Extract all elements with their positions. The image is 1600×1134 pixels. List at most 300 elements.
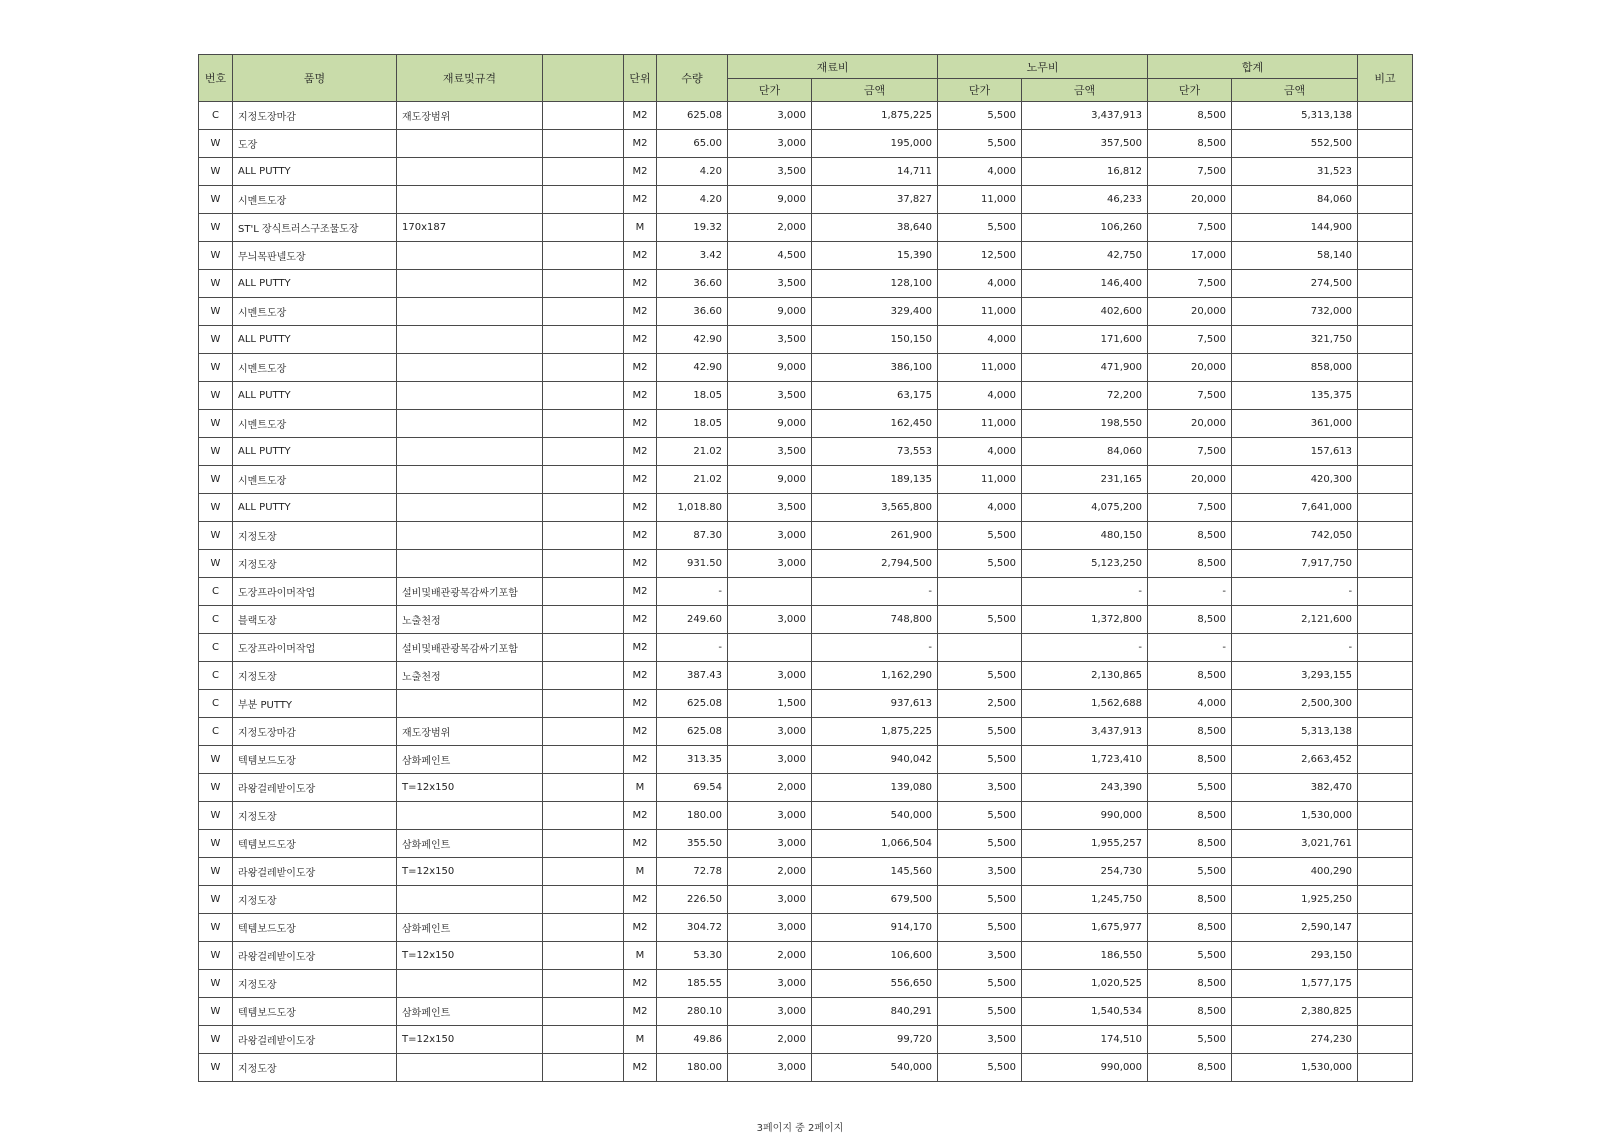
table-row: [199, 998, 1413, 1026]
header-row-top: [199, 55, 1413, 79]
cell-remark: [1358, 382, 1413, 410]
cell-name: 도장프라이머작업: [233, 634, 397, 662]
cell-name: 도장프라이머작업: [233, 578, 397, 606]
header-unit: 단위: [624, 55, 657, 102]
cell-total-amount: 1,577,175: [1232, 970, 1358, 998]
cell-blank: [543, 970, 624, 998]
cell-name: 텍템보드도장: [233, 746, 397, 774]
cell-blank: [543, 830, 624, 858]
cell-no: C: [199, 662, 233, 690]
cell-no: W: [199, 186, 233, 214]
cell-remark: [1358, 690, 1413, 718]
cell-spec: 삼화페인트: [397, 998, 543, 1026]
cell-total-unit-price: 7,500: [1148, 438, 1232, 466]
cell-labor-unit-price: 3,500: [938, 858, 1022, 886]
table-row: [199, 746, 1413, 774]
cell-material-unit-price: 3,000: [728, 102, 812, 130]
cell-qty: -: [657, 634, 728, 662]
table-row: [199, 214, 1413, 242]
cell-qty: 4.20: [657, 158, 728, 186]
cell-total-unit-price: 8,500: [1148, 830, 1232, 858]
cell-material-unit-price: 9,000: [728, 186, 812, 214]
cell-material-amount: 73,553: [812, 438, 938, 466]
cell-qty: 36.60: [657, 270, 728, 298]
cell-spec: [397, 354, 543, 382]
cell-qty: -: [657, 578, 728, 606]
cell-qty: 280.10: [657, 998, 728, 1026]
cell-spec: [397, 410, 543, 438]
cell-name: ALL PUTTY: [233, 382, 397, 410]
cell-labor-unit-price: 5,500: [938, 746, 1022, 774]
cell-total-amount: 420,300: [1232, 466, 1358, 494]
cell-spec: 삼화페인트: [397, 746, 543, 774]
table-row: [199, 270, 1413, 298]
cell-blank: [543, 522, 624, 550]
cell-material-amount: 261,900: [812, 522, 938, 550]
table-row: [199, 158, 1413, 186]
cell-labor-amount: 402,600: [1022, 298, 1148, 326]
cell-unit: M2: [624, 606, 657, 634]
cell-material-unit-price: [728, 634, 812, 662]
cell-unit: M2: [624, 186, 657, 214]
cell-labor-amount: 84,060: [1022, 438, 1148, 466]
cell-total-unit-price: 20,000: [1148, 354, 1232, 382]
cell-blank: [543, 158, 624, 186]
cell-no: W: [199, 998, 233, 1026]
cell-labor-amount: 72,200: [1022, 382, 1148, 410]
cell-spec: T=12x150: [397, 942, 543, 970]
table-row: [199, 970, 1413, 998]
cell-name: ALL PUTTY: [233, 326, 397, 354]
cell-labor-unit-price: 2,500: [938, 690, 1022, 718]
cell-remark: [1358, 466, 1413, 494]
cell-material-unit-price: 3,000: [728, 886, 812, 914]
cell-blank: [543, 746, 624, 774]
table-row: [199, 662, 1413, 690]
table-row: [199, 186, 1413, 214]
cell-material-amount: 38,640: [812, 214, 938, 242]
header-material-unit-price: 단가: [728, 79, 812, 102]
cell-remark: [1358, 662, 1413, 690]
cell-total-amount: -: [1232, 634, 1358, 662]
cell-unit: M2: [624, 970, 657, 998]
cell-unit: M2: [624, 578, 657, 606]
cell-material-amount: 1,162,290: [812, 662, 938, 690]
cell-name: 라왕걸레받이도장: [233, 774, 397, 802]
cell-qty: 65.00: [657, 130, 728, 158]
cell-remark: [1358, 718, 1413, 746]
cell-material-unit-price: 3,000: [728, 522, 812, 550]
cell-spec: [397, 802, 543, 830]
cell-material-amount: 1,066,504: [812, 830, 938, 858]
cell-name: 시멘트도장: [233, 186, 397, 214]
cell-remark: [1358, 886, 1413, 914]
cell-unit: M2: [624, 438, 657, 466]
cell-blank: [543, 858, 624, 886]
cell-no: W: [199, 382, 233, 410]
cell-spec: T=12x150: [397, 858, 543, 886]
cell-qty: 19.32: [657, 214, 728, 242]
cell-total-unit-price: 8,500: [1148, 886, 1232, 914]
cell-spec: [397, 326, 543, 354]
cell-labor-amount: 471,900: [1022, 354, 1148, 382]
cell-total-amount: 7,917,750: [1232, 550, 1358, 578]
header-total-amount: 금액: [1232, 79, 1358, 102]
cell-material-unit-price: 2,000: [728, 1026, 812, 1054]
cell-total-amount: 274,500: [1232, 270, 1358, 298]
cell-total-amount: 732,000: [1232, 298, 1358, 326]
cell-blank: [543, 494, 624, 522]
cell-spec: [397, 1054, 543, 1082]
cell-no: W: [199, 130, 233, 158]
cell-labor-unit-price: 4,000: [938, 158, 1022, 186]
cell-material-unit-price: 3,000: [728, 830, 812, 858]
cell-no: W: [199, 858, 233, 886]
cell-material-unit-price: 1,500: [728, 690, 812, 718]
cell-qty: 87.30: [657, 522, 728, 550]
cell-spec: [397, 298, 543, 326]
estimate-table: [198, 54, 1413, 1082]
cell-spec: [397, 970, 543, 998]
cell-blank: [543, 690, 624, 718]
cell-spec: [397, 186, 543, 214]
cell-remark: [1358, 354, 1413, 382]
table-row: [199, 242, 1413, 270]
cell-total-amount: -: [1232, 578, 1358, 606]
cell-name: 라왕걸레받이도장: [233, 1026, 397, 1054]
cell-labor-unit-price: 4,000: [938, 494, 1022, 522]
cell-no: W: [199, 242, 233, 270]
cell-material-unit-price: 3,000: [728, 130, 812, 158]
cell-material-unit-price: 9,000: [728, 466, 812, 494]
cell-spec: 노출천정: [397, 606, 543, 634]
cell-blank: [543, 802, 624, 830]
cell-blank: [543, 438, 624, 466]
cell-unit: M2: [624, 494, 657, 522]
cell-blank: [543, 270, 624, 298]
cell-unit: M2: [624, 746, 657, 774]
cell-labor-amount: 1,245,750: [1022, 886, 1148, 914]
header-remark: 비고: [1358, 55, 1413, 102]
table-row: [199, 774, 1413, 802]
cell-remark: [1358, 270, 1413, 298]
cell-name: 텍템보드도장: [233, 998, 397, 1026]
cell-material-unit-price: 4,500: [728, 242, 812, 270]
cell-total-unit-price: 8,500: [1148, 718, 1232, 746]
cell-qty: 180.00: [657, 802, 728, 830]
cell-labor-unit-price: [938, 634, 1022, 662]
cell-labor-unit-price: 11,000: [938, 466, 1022, 494]
cell-total-amount: 382,470: [1232, 774, 1358, 802]
table-row: [199, 102, 1413, 130]
table-row: [199, 606, 1413, 634]
cell-unit: M2: [624, 886, 657, 914]
cell-name: 지정도장: [233, 886, 397, 914]
cell-labor-unit-price: 11,000: [938, 354, 1022, 382]
cell-unit: M2: [624, 690, 657, 718]
cell-spec: 170x187: [397, 214, 543, 242]
cell-blank: [543, 466, 624, 494]
cell-total-amount: 84,060: [1232, 186, 1358, 214]
cell-qty: 36.60: [657, 298, 728, 326]
cell-material-amount: 99,720: [812, 1026, 938, 1054]
cell-name: 지정도장: [233, 550, 397, 578]
cell-labor-amount: 42,750: [1022, 242, 1148, 270]
cell-blank: [543, 354, 624, 382]
cell-blank: [543, 1026, 624, 1054]
cell-labor-amount: 1,723,410: [1022, 746, 1148, 774]
cell-unit: M: [624, 858, 657, 886]
header-name: 품명: [233, 55, 397, 102]
cell-name: 지정도장: [233, 802, 397, 830]
cell-material-amount: 2,794,500: [812, 550, 938, 578]
cell-unit: M2: [624, 102, 657, 130]
cell-no: W: [199, 298, 233, 326]
cell-total-unit-price: 7,500: [1148, 326, 1232, 354]
cell-labor-amount: 146,400: [1022, 270, 1148, 298]
cell-spec: [397, 438, 543, 466]
cell-remark: [1358, 298, 1413, 326]
table-body: [199, 102, 1413, 1082]
cell-material-unit-price: 3,000: [728, 802, 812, 830]
cell-material-unit-price: 9,000: [728, 354, 812, 382]
cell-material-unit-price: [728, 578, 812, 606]
cell-material-amount: 386,100: [812, 354, 938, 382]
cell-labor-unit-price: 5,500: [938, 130, 1022, 158]
cell-remark: [1358, 774, 1413, 802]
cell-labor-amount: 1,955,257: [1022, 830, 1148, 858]
cell-total-unit-price: 8,500: [1148, 914, 1232, 942]
cell-remark: [1358, 326, 1413, 354]
cell-total-unit-price: -: [1148, 634, 1232, 662]
cell-unit: M2: [624, 998, 657, 1026]
table-row: [199, 410, 1413, 438]
cell-labor-unit-price: 5,500: [938, 214, 1022, 242]
cell-total-unit-price: 5,500: [1148, 1026, 1232, 1054]
cell-unit: M2: [624, 466, 657, 494]
cell-qty: 69.54: [657, 774, 728, 802]
cell-labor-amount: 254,730: [1022, 858, 1148, 886]
cell-qty: 304.72: [657, 914, 728, 942]
cell-spec: [397, 550, 543, 578]
cell-remark: [1358, 410, 1413, 438]
cell-material-amount: 329,400: [812, 298, 938, 326]
header-total: 합계: [1148, 55, 1358, 79]
cell-blank: [543, 102, 624, 130]
cell-total-unit-price: 20,000: [1148, 410, 1232, 438]
cell-no: C: [199, 578, 233, 606]
cell-labor-unit-price: 5,500: [938, 662, 1022, 690]
cell-material-unit-price: 3,500: [728, 270, 812, 298]
cell-qty: 226.50: [657, 886, 728, 914]
header-material: 재료비: [728, 55, 938, 79]
cell-spec: 설비및배관광목감싸기포함: [397, 634, 543, 662]
table-row: [199, 802, 1413, 830]
cell-labor-unit-price: 11,000: [938, 298, 1022, 326]
header-labor-amount: 금액: [1022, 79, 1148, 102]
cell-material-amount: 189,135: [812, 466, 938, 494]
cell-remark: [1358, 102, 1413, 130]
table-row: [199, 690, 1413, 718]
cell-material-amount: 162,450: [812, 410, 938, 438]
table-row: [199, 494, 1413, 522]
cell-blank: [543, 1054, 624, 1082]
cell-labor-unit-price: 5,500: [938, 102, 1022, 130]
cell-no: W: [199, 438, 233, 466]
cell-spec: [397, 494, 543, 522]
cell-total-amount: 742,050: [1232, 522, 1358, 550]
cell-total-amount: 552,500: [1232, 130, 1358, 158]
cell-material-unit-price: 2,000: [728, 214, 812, 242]
header-spec: 재료및규격: [397, 55, 543, 102]
cell-material-unit-price: 3,000: [728, 662, 812, 690]
cell-qty: 1,018.80: [657, 494, 728, 522]
cell-name: 텍템보드도장: [233, 830, 397, 858]
cell-material-amount: 840,291: [812, 998, 938, 1026]
cell-labor-unit-price: 5,500: [938, 522, 1022, 550]
table-row: [199, 1026, 1413, 1054]
cell-no: W: [199, 270, 233, 298]
cell-total-amount: 7,641,000: [1232, 494, 1358, 522]
cell-total-unit-price: 20,000: [1148, 186, 1232, 214]
cell-name: ST'L 장식트러스구조물도장: [233, 214, 397, 242]
cell-name: 지정도장마감: [233, 718, 397, 746]
cell-spec: [397, 270, 543, 298]
cell-name: 시멘트도장: [233, 410, 397, 438]
cell-total-amount: 2,500,300: [1232, 690, 1358, 718]
cell-no: W: [199, 410, 233, 438]
cell-spec: [397, 158, 543, 186]
cell-remark: [1358, 830, 1413, 858]
cell-total-amount: 1,925,250: [1232, 886, 1358, 914]
cell-name: ALL PUTTY: [233, 438, 397, 466]
cell-spec: T=12x150: [397, 1026, 543, 1054]
cell-material-unit-price: 3,000: [728, 998, 812, 1026]
cell-labor-amount: 16,812: [1022, 158, 1148, 186]
cell-remark: [1358, 998, 1413, 1026]
cell-no: W: [199, 522, 233, 550]
cell-unit: M2: [624, 410, 657, 438]
cell-remark: [1358, 438, 1413, 466]
cell-labor-amount: 3,437,913: [1022, 102, 1148, 130]
cell-material-amount: 937,613: [812, 690, 938, 718]
cell-material-amount: 1,875,225: [812, 102, 938, 130]
cell-qty: 180.00: [657, 1054, 728, 1082]
cell-name: 부분 PUTTY: [233, 690, 397, 718]
cell-total-unit-price: 7,500: [1148, 382, 1232, 410]
cell-remark: [1358, 746, 1413, 774]
cell-labor-amount: -: [1022, 634, 1148, 662]
cell-unit: M: [624, 214, 657, 242]
cell-remark: [1358, 1026, 1413, 1054]
cell-name: 지정도장마감: [233, 102, 397, 130]
cell-labor-unit-price: 4,000: [938, 270, 1022, 298]
cell-remark: [1358, 578, 1413, 606]
table-row: [199, 326, 1413, 354]
cell-total-amount: 321,750: [1232, 326, 1358, 354]
cell-blank: [543, 382, 624, 410]
cell-remark: [1358, 242, 1413, 270]
cell-unit: M2: [624, 242, 657, 270]
cell-labor-amount: 1,562,688: [1022, 690, 1148, 718]
cell-name: 무늬목판넬도장: [233, 242, 397, 270]
header-labor-unit-price: 단가: [938, 79, 1022, 102]
cell-unit: M2: [624, 830, 657, 858]
header-blank: [543, 55, 624, 102]
table-row: [199, 886, 1413, 914]
cell-material-amount: 128,100: [812, 270, 938, 298]
cell-name: 라왕걸레받이도장: [233, 942, 397, 970]
cell-unit: M2: [624, 662, 657, 690]
table-row: [199, 942, 1413, 970]
cell-labor-unit-price: 5,500: [938, 606, 1022, 634]
cell-material-amount: 540,000: [812, 802, 938, 830]
cell-labor-unit-price: 11,000: [938, 186, 1022, 214]
cell-total-amount: 858,000: [1232, 354, 1358, 382]
cell-qty: 72.78: [657, 858, 728, 886]
cell-name: 지정도장: [233, 970, 397, 998]
cell-spec: [397, 690, 543, 718]
cell-qty: 313.35: [657, 746, 728, 774]
cell-material-amount: 556,650: [812, 970, 938, 998]
cell-labor-amount: 231,165: [1022, 466, 1148, 494]
cell-labor-unit-price: 3,500: [938, 1026, 1022, 1054]
cell-remark: [1358, 802, 1413, 830]
cell-labor-unit-price: 4,000: [938, 438, 1022, 466]
cell-remark: [1358, 186, 1413, 214]
cell-labor-unit-price: 5,500: [938, 830, 1022, 858]
cell-material-unit-price: 9,000: [728, 410, 812, 438]
cell-labor-unit-price: 5,500: [938, 970, 1022, 998]
cell-unit: M2: [624, 914, 657, 942]
cell-no: W: [199, 886, 233, 914]
table-row: [199, 550, 1413, 578]
cell-material-amount: 15,390: [812, 242, 938, 270]
cell-labor-amount: 171,600: [1022, 326, 1148, 354]
header-material-amount: 금액: [812, 79, 938, 102]
cell-no: W: [199, 1026, 233, 1054]
cell-no: W: [199, 970, 233, 998]
cell-total-amount: 135,375: [1232, 382, 1358, 410]
cell-remark: [1358, 634, 1413, 662]
cell-name: 시멘트도장: [233, 298, 397, 326]
cell-total-unit-price: 8,500: [1148, 970, 1232, 998]
cell-no: C: [199, 634, 233, 662]
cell-labor-unit-price: 3,500: [938, 774, 1022, 802]
cell-name: 텍템보드도장: [233, 914, 397, 942]
cell-labor-amount: 1,020,525: [1022, 970, 1148, 998]
cell-labor-unit-price: [938, 578, 1022, 606]
cell-material-amount: -: [812, 634, 938, 662]
cell-remark: [1358, 522, 1413, 550]
cell-labor-unit-price: 11,000: [938, 410, 1022, 438]
cell-total-amount: 31,523: [1232, 158, 1358, 186]
cell-qty: 931.50: [657, 550, 728, 578]
cell-labor-amount: 1,675,977: [1022, 914, 1148, 942]
table-row: [199, 1054, 1413, 1082]
cell-spec: 재도장범위: [397, 718, 543, 746]
cell-name: 도장: [233, 130, 397, 158]
cell-labor-unit-price: 5,500: [938, 914, 1022, 942]
cell-material-unit-price: 3,000: [728, 1054, 812, 1082]
cell-total-unit-price: 5,500: [1148, 858, 1232, 886]
header-labor: 노무비: [938, 55, 1148, 79]
cell-labor-unit-price: 12,500: [938, 242, 1022, 270]
cell-no: W: [199, 774, 233, 802]
cell-material-amount: 195,000: [812, 130, 938, 158]
table-row: [199, 130, 1413, 158]
cell-blank: [543, 326, 624, 354]
